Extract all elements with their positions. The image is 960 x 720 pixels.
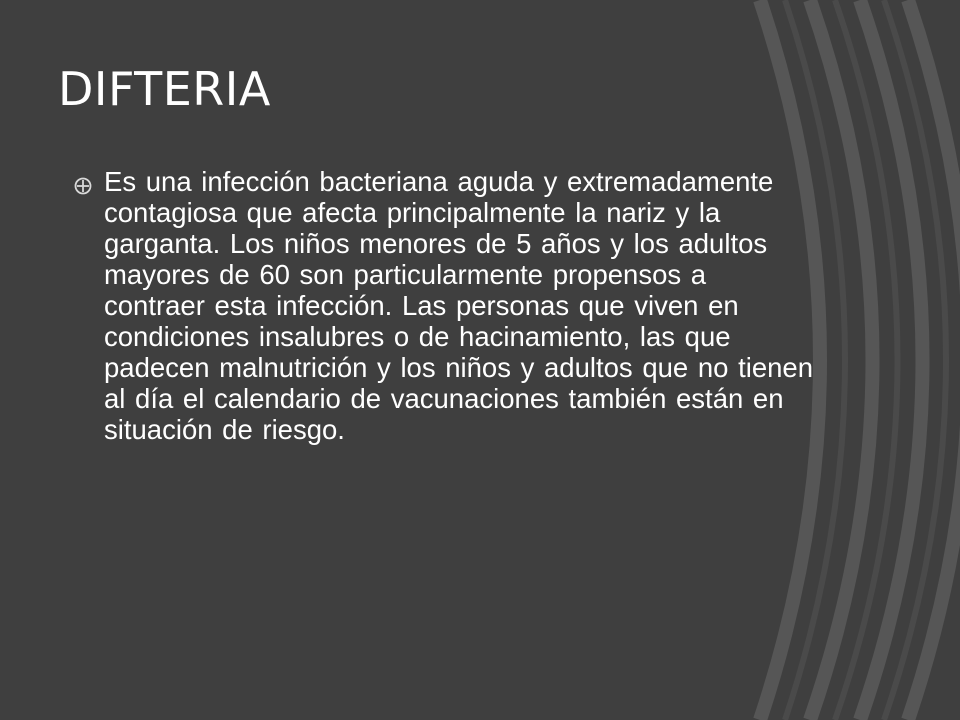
bullet-text: Es una infección bacteriana aguda y extremadamente contagiosa que afecta principalmente la nariz y la garganta. Los niños menores de 5 años y los adultos mayores de 60 son particularmente propensos a contraer esta infección. Las personas que viven en condiciones insalubres o de hacinamiento, las que padecen malnutrición y los niños y adultos que no tienen al día el calendario de vacunaciones también están en situación de riesgo. (104, 166, 814, 445)
circle-cross-bullet-icon (74, 177, 92, 195)
slide-title: DIFTERIA (58, 62, 271, 116)
bullet-item (74, 166, 814, 445)
slide-body (74, 166, 814, 445)
